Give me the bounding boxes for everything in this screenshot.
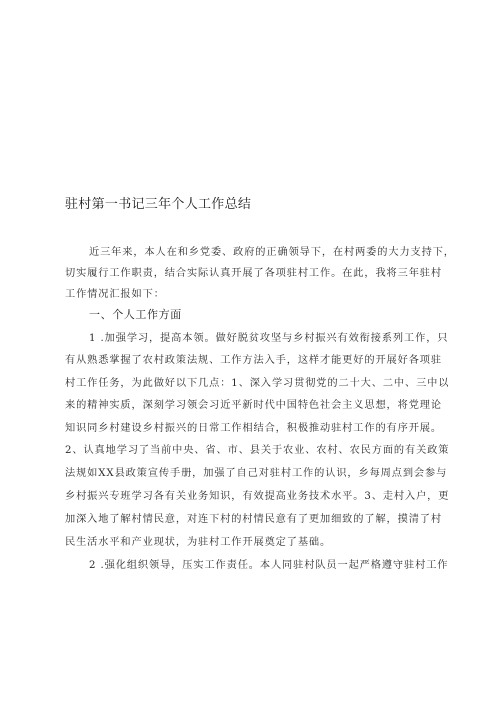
intro-line: 工作情况汇报如下： <box>65 289 165 300</box>
intro-line: 切实履行工作职责，结合实际认真开展了各项驻村工作。在此，我将三年驻村 <box>65 268 442 279</box>
body-line: 2 .强化组织领导，压实工作责任。本人同驻村队员一起严格遵守驻村工作 <box>89 560 449 571</box>
body-line: 有从熟悉掌握了农村政策法规、工作方法入手，这样才能更好的开展好各项驻 <box>65 355 442 366</box>
body-line: 法规如XX县政策宣传手册，加强了自己对驻村工作的认识，乡每周点到会参与 <box>65 468 448 479</box>
section-heading: 一、个人工作方面 <box>89 308 182 321</box>
document-title: 驻村第一书记三年个人工作总结 <box>65 197 252 212</box>
body-line: 来的精神实质，深刻学习领会习近平新时代中国特色社会主义思想，将党理论 <box>65 400 442 411</box>
body-line: 2、认真地学习了当前中央、省、市、县关于农业、农村、农民方面的有关政策 <box>65 445 450 456</box>
body-line: 1 .加强学习，提高本领。做好脱贫攻坚与乡村振兴有效衔接系列工作，只 <box>89 333 449 344</box>
body-line: 知识同乡村建设乡村振兴的日常工作相结合，积极推动驻村工作的有序开展。 <box>65 423 442 434</box>
intro-line: 近三年来，本人在和乡党委、政府的正确领导下，在村两委的大力支持下， <box>89 247 455 258</box>
body-line: 村工作任务，为此做好以下几点：1、深入学习贯彻党的二十大、二中、三中以 <box>65 378 450 389</box>
body-line: 加深入地了解村情民意，对连下村的村情民意有了更加细致的了解，摸清了村 <box>65 514 442 525</box>
body-line: 乡村振兴专班学习各有关业务知识，有效提高业务技术水平。3、走村入户，更 <box>65 491 450 502</box>
body-line: 民生活水平和产业现状，为驻村工作开展奠定了基础。 <box>65 537 332 548</box>
